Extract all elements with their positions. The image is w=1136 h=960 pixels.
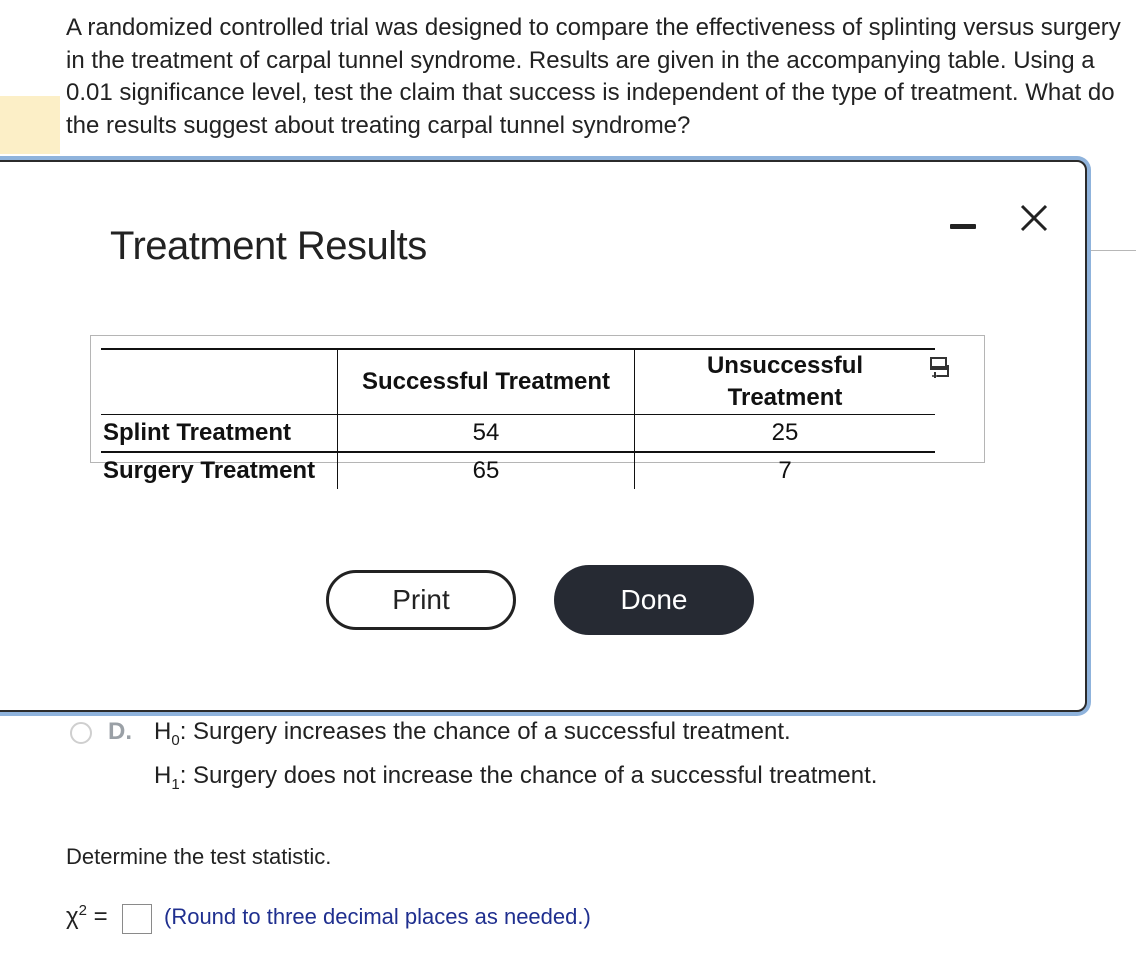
row-header: Splint Treatment — [103, 419, 292, 446]
print-button[interactable]: Print — [326, 570, 516, 630]
table-row — [101, 452, 935, 489]
question-text: A randomized controlled trial was designed to compare the effectiveness of splinting versus surgery in the treatment of carpal tunnel syndrome. Results are given in the accompanying table. Using a 0.01 significance level, test the claim that success is independent of the type of treatment. What do the results suggest about treating carpal tunnel syndrome? — [66, 14, 1121, 139]
minimize-icon[interactable] — [948, 210, 978, 240]
close-icon[interactable] — [1016, 200, 1052, 236]
copy-icon[interactable] — [927, 356, 953, 382]
table-scroll-area[interactable] — [90, 335, 985, 484]
background-divider — [1090, 250, 1136, 251]
radio-button-d[interactable] — [70, 722, 92, 744]
table-cell: 7 — [635, 452, 936, 489]
table-corner-cell — [101, 349, 338, 415]
col-header-unsuccessful — [635, 349, 936, 415]
done-button[interactable]: Done — [554, 565, 754, 635]
table-cell: 65 — [338, 452, 635, 489]
col-header-successful: Successful Treatment — [338, 349, 635, 415]
test-statistic-input[interactable] — [122, 904, 152, 934]
chi-square-symbol: $\chi^2$ = — [66, 902, 108, 930]
dialog-title: Treatment Results — [110, 224, 427, 268]
table-cell: 54 — [338, 415, 635, 453]
row-header: Surgery Treatment — [103, 457, 316, 484]
rounding-hint: (Round to three decimal places as needed.) — [164, 904, 591, 929]
alternative-hypothesis: $H_1$: Surgery does not increase the chance of a successful treatment. — [154, 762, 878, 793]
col-header-unsuccessful-text: Unsuccessful Treatment — [706, 352, 864, 411]
results-table — [101, 348, 935, 489]
treatment-results-dialog — [0, 160, 1087, 712]
table-row — [101, 415, 935, 453]
test-statistic-prompt: Determine the test statistic. — [66, 844, 332, 869]
question-highlight-bar — [0, 96, 60, 154]
null-hypothesis: $H_0$: Surgery increases the chance of a successful treatment. — [154, 718, 791, 749]
option-letter: D. — [108, 718, 132, 745]
table-cell: 25 — [635, 415, 936, 453]
